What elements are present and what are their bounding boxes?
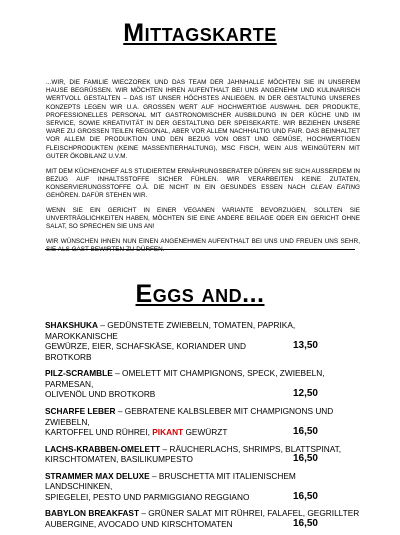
intro-paragraph: WENN SIE EIN GERICHT IN EINER VEGANEN VARIANTE BEVORZUGEN, SOLLTEN SIE UNVERTRÄGLICHKEITEN HABEN, MÖCHTEN SIE EINE ANDERE BEILAGE ODER EIN GERICHT OHNE SALAT, SO SPRECHEN SIE UNS AN! bbox=[46, 207, 360, 231]
menu-item-strammer-max-deluxe bbox=[45, 471, 361, 503]
menu-item-babylon-breakfast bbox=[45, 508, 361, 529]
dish-description: – OMELETT MIT CHAMPIGNONS, SPECK, ZWIEBELN, PARMESAN, bbox=[45, 368, 325, 389]
pikant-label: PIKANT bbox=[152, 427, 184, 438]
dish-price: 16,50 bbox=[292, 426, 318, 438]
menu-list bbox=[45, 320, 361, 535]
dish-price: 12,50 bbox=[292, 388, 318, 400]
dish-price: 13,50 bbox=[292, 340, 318, 352]
dish-description-part: KARTOFFEL UND RÜHREI, bbox=[45, 427, 153, 438]
intro-text-span: MIT DEM KÜCHENCHEF ALS STUDIERTEM ERNÄHRUNGSBERATER DÜRFEN SIE SICH AUSSERDEM IN BEZUG AUF INHALTSSTOFFE SICHER FÜHLEN. WIR VERARBEITEN KEINE ZUTATEN, KONSERVIERUNGSSTOFFE O.Ä. DIE NICHT IN EIN GESUNDES ESSEN NACH bbox=[46, 167, 360, 192]
dish-description: – GEBRATENE KALBSLEBER MIT CHAMPIGNONS UND ZWIEBELN, bbox=[45, 405, 334, 427]
dish-description: GEWÜRZE, EIER, SCHAFSKÄSE, KORIANDER UND BROTKORB bbox=[45, 341, 246, 362]
menu-item-pilz-scramble bbox=[45, 368, 361, 400]
dish-description: – BRUSCHETTA MIT ITALIENISCHEM LANDSCHINKEN, bbox=[45, 470, 296, 492]
dish-name: PILZ-SCRAMBLE bbox=[45, 368, 113, 379]
dish-description bbox=[45, 427, 227, 438]
dish-price: 16,50 bbox=[292, 453, 318, 465]
dish-name: SCHARFE LEBER bbox=[45, 405, 116, 416]
intro-paragraph: WIR WÜNSCHEN IHNEN NUN EINEN ANGENEHMEN AUFENTHALT BEI UNS UND FREUEN UNS SEHR, SIE ALS GAST BEWIRTEN ZU DÜRFEN. bbox=[46, 238, 360, 254]
dish-description: OLIVENÖL UND BROTKORB bbox=[45, 389, 156, 400]
intro-text bbox=[46, 79, 360, 261]
dish-price: 16,50 bbox=[292, 490, 318, 502]
dish-description: – GRÜNER SALAT MIT RÜHREI, FALAFEL, GEGRILLTER bbox=[139, 508, 360, 519]
menu-item-lachs-krabben-omelett bbox=[45, 444, 361, 465]
section-title: Eggs and... bbox=[135, 280, 265, 308]
dish-description-part: GEWÜRZT bbox=[183, 427, 228, 438]
menu-item-shakshuka bbox=[45, 320, 361, 362]
section-divider bbox=[45, 249, 355, 250]
dish-description: SPIEGELEI, PESTO UND PARMIGGIANO REGGIANO bbox=[45, 491, 250, 502]
dish-name: LACHS-KRABBEN-OMELETT bbox=[45, 443, 161, 454]
dish-description: – GEDÜNSTETE ZWIEBELN, TOMATEN, PAPRIKA, MAROKKANISCHE bbox=[45, 320, 296, 341]
dish-description: KIRSCHTOMATEN, BASILIKUMPESTO bbox=[45, 454, 193, 465]
dish-name: SHAKSHUKA bbox=[45, 320, 99, 330]
page-title: Mittagskarte bbox=[123, 19, 277, 47]
intro-paragraph: ...WIR, DIE FAMILIE WIECZOREK UND DAS TEAM DER JAHNHALLE MÖCHTEN SIE IN UNSEREM HAUSE BEGRÜSSEN. WIR MÖCHTEN IHREN AUFENTHALT BEI UNS ANGENEHM UND KULINARISCH WERTVOLL GESTALTEN – DAS IST UNSER HÖCHSTES ANLIEGEN. IN DER GESTALTUNG UNSERES KONZEPTS LEGEN WIR U.A. GROSSEN WERT AUF HOCHWERTIGE AUSWAHL DER PRODUKTE, PROFESSIONELLES PERSONAL MIT GASTRONOMISCHER AUSBILDUNG IN DER KÜCHE UND IM SERVICE, SOWIE KREATIVITÄT IN DER GESTALTUNG DER SPEISEKARTE. WIR BEZIEHEN UNSERE WARE ZU GROSSEN TEILEN REGIONAL, ABER VOR ALLEM NACHHALTIG UND FAIR. DAS BEINHALTET VOR ALLEM DIE PRODUKTION UND DEN BEZUG VON OBST UND GEMÜSE, HOCHWERTIGEN FLEISCHPRODUKTEN (KEINE MASSENTIERHALTUNG), MSC FISCH, WEIN AUS WEINGÜTERN MIT GUTER ÖKOBILANZ U.V.M. bbox=[46, 79, 360, 160]
menu-item-scharfe-leber bbox=[45, 406, 361, 438]
intro-paragraph bbox=[46, 168, 360, 201]
intro-text-span: GEHÖREN. DAFÜR STEHEN WIR. bbox=[46, 192, 148, 200]
dish-name: STRAMMER MAX DELUXE bbox=[45, 470, 150, 481]
dish-description: – RÄUCHERLACHS, SHRIMPS, BLATTSPINAT, bbox=[160, 443, 342, 454]
dish-price: 16,50 bbox=[292, 517, 318, 529]
dish-description: AUBERGINE, AVOCADO UND KIRSCHTOMATEN bbox=[45, 518, 233, 529]
intro-emphasis: CLEAN EATING bbox=[310, 184, 360, 192]
dish-name: BABYLON BREAKFAST bbox=[45, 508, 140, 519]
